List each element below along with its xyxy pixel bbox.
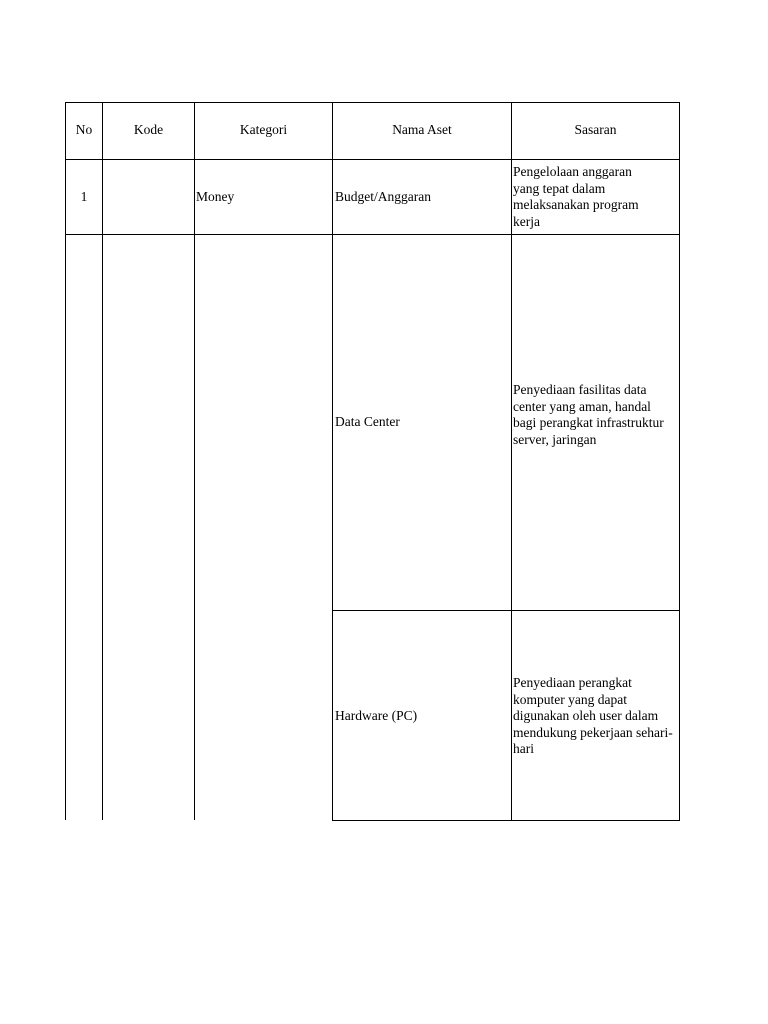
table-border-top — [65, 102, 680, 103]
col-divider-kode-kategori — [194, 102, 195, 820]
row2-divider — [332, 610, 680, 611]
row1-kategori: Money — [196, 189, 235, 204]
col-border-left — [65, 102, 66, 820]
header-kode: Kode — [133, 122, 164, 137]
header-kategori: Kategori — [239, 122, 288, 137]
row3-sasaran: Penyediaan perangkat komputer yang dapat digunakan oleh user dalam mendukung pekerjaan sehari-hari — [513, 675, 673, 756]
col-divider-no-kode — [102, 102, 103, 820]
row1-sasaran: Pengelolaan anggaran yang tepat dalam melaksanakan program kerja — [513, 164, 639, 229]
col-divider-nama-sasaran — [511, 102, 512, 821]
row3-bottom — [332, 820, 680, 821]
row1-divider — [65, 234, 680, 235]
header-row-divider — [65, 159, 680, 160]
row1-no: 1 — [80, 189, 88, 204]
row2-nama-aset: Data Center — [335, 414, 400, 429]
row3-nama-aset: Hardware (PC) — [335, 708, 418, 723]
col-divider-kategori-nama — [332, 102, 333, 821]
row2-sasaran: Penyediaan fasilitas data center yang aman, handal bagi perangkat infrastruktur server, jaringan — [513, 382, 664, 447]
row1-nama-aset: Budget/Anggaran — [335, 189, 431, 204]
col-border-right — [679, 102, 680, 821]
header-sasaran: Sasaran — [574, 122, 617, 137]
header-nama-aset: Nama Aset — [392, 122, 452, 137]
header-no: No — [75, 122, 93, 137]
